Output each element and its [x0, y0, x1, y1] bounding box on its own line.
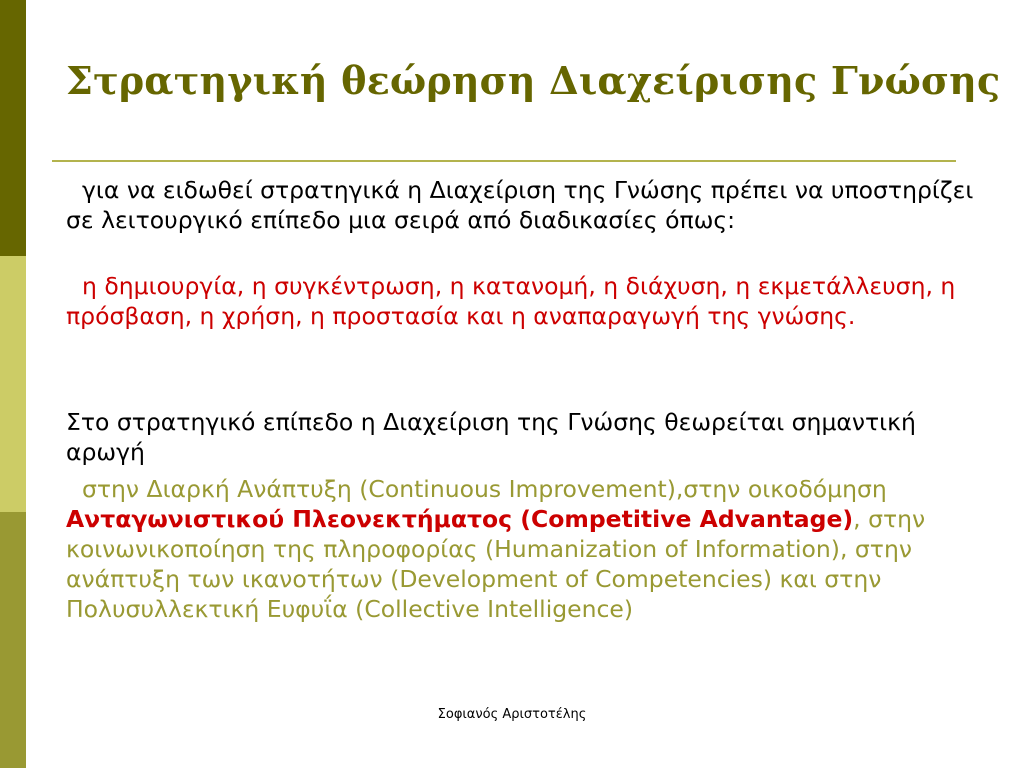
paragraph-strategic-benefits [66, 474, 1001, 624]
benefits-text-part2: , στην κοινωνικοποίηση της πληροφορίας (Humanization of Information), στην ανάπτυξη των ικανοτήτων (Development of Competencies) και στην Πολυσυλλεκτική Ευφυΐα (Collective Intelligence) [66, 505, 926, 623]
benefits-text-part1: στην Διαρκή Ανάπτυξη (Continuous Improvement),στην οικοδόμηση [82, 475, 887, 503]
paragraph-strategic-level-text: Στο στρατηγικό επίπεδο η Διαχείριση της Γνώσης θεωρείται σημαντική αρωγή [66, 408, 916, 466]
left-stripe-middle [0, 256, 26, 512]
paragraph-strategic-level [66, 407, 1001, 467]
slide-title: Στρατηγική θεώρηση Διαχείρισης Γνώσης [66, 58, 1001, 103]
left-stripe-bottom [0, 512, 26, 768]
paragraph-processes-intro [66, 175, 1001, 235]
paragraph-processes-list [66, 271, 1001, 331]
competitive-advantage-emphasis: Ανταγωνιστικού Πλεονεκτήματος (Competitive Advantage) [66, 505, 854, 533]
left-stripe-top [0, 0, 26, 256]
paragraph-processes-intro-text: για να ειδωθεί στρατηγικά η Διαχείριση της Γνώσης πρέπει να υποστηρίζει σε λειτουργικό επίπεδο μια σειρά από διαδικασίες όπως: [66, 176, 974, 234]
paragraph-processes-list-text: η δημιουργία, η συγκέντρωση, η κατανομή, η διάχυση, η εκμετάλλευση, η πρόσβαση, η χρήση, η προστασία και η αναπαραγωγή της γνώσης. [66, 272, 956, 330]
footer-author: Σοφιανός Αριστοτέλης [437, 707, 587, 722]
title-divider [52, 160, 956, 162]
